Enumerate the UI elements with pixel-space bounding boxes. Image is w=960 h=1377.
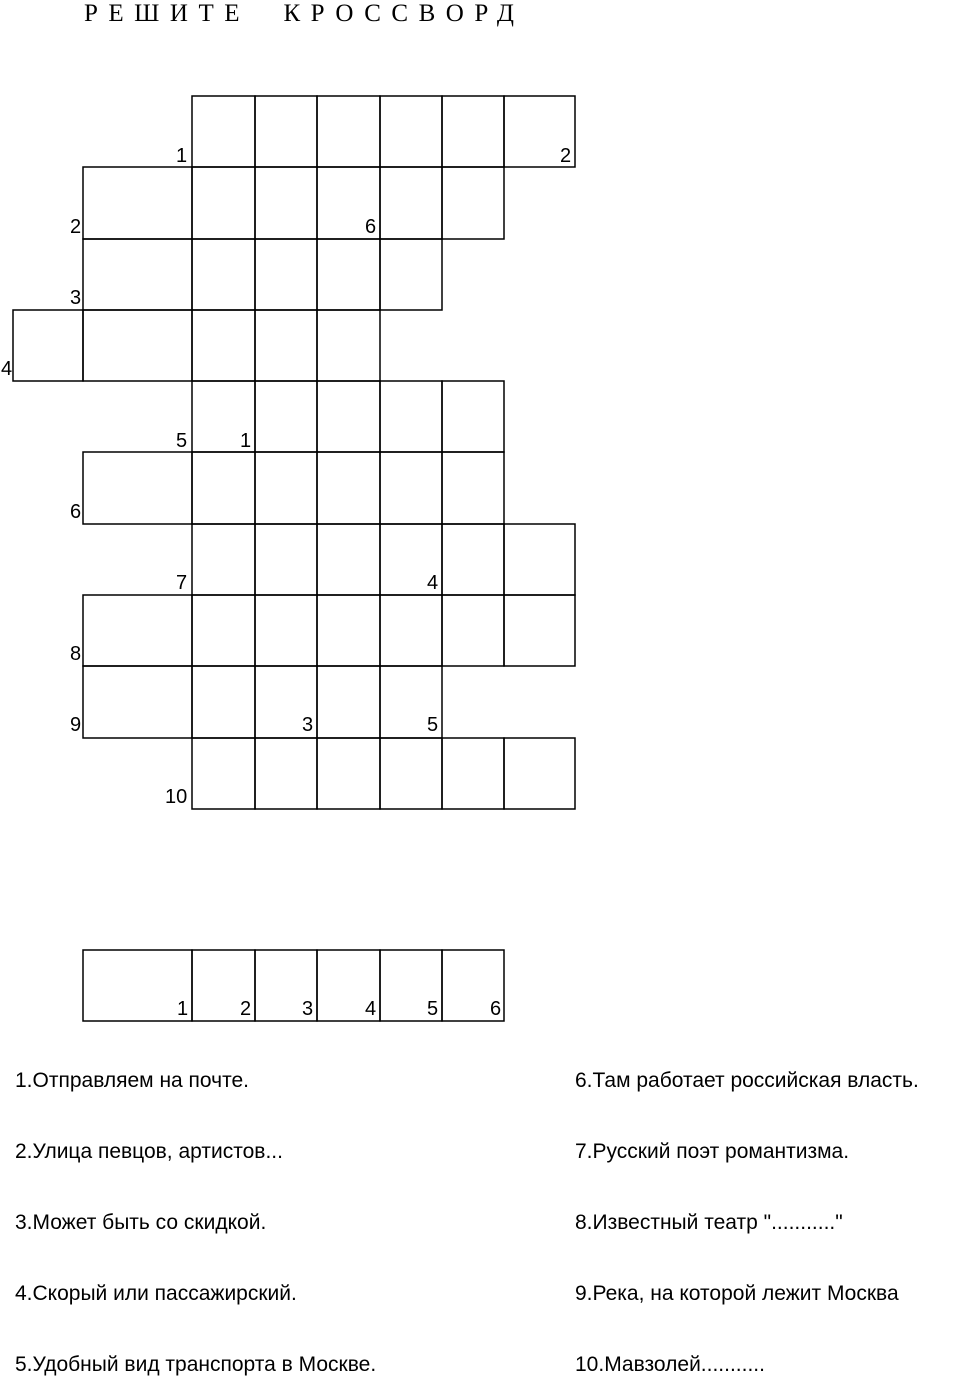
crossword-cell — [192, 738, 255, 809]
column-number-6: 6 — [365, 216, 377, 238]
crossword-cell — [442, 595, 504, 666]
keyword-number-5: 5 — [427, 998, 439, 1020]
crossword-cell — [192, 310, 255, 381]
row-number-2: 2 — [70, 216, 82, 238]
crossword-cell — [255, 452, 317, 524]
keyword-cell — [83, 950, 192, 1021]
crossword-cell — [255, 239, 317, 310]
crossword-cell — [192, 524, 255, 595]
keyword-number-2: 2 — [240, 998, 252, 1020]
clue-9: 9.Река, на которой лежит Москва — [575, 1282, 899, 1305]
crossword-cell — [317, 738, 380, 809]
column-number-1: 1 — [240, 430, 252, 452]
crossword-cell — [442, 381, 504, 452]
crossword-cell — [442, 452, 504, 524]
crossword-cell — [192, 666, 255, 738]
crossword-cell — [255, 381, 317, 452]
crossword-cell — [255, 738, 317, 809]
row-number-6: 6 — [70, 501, 82, 523]
clue-6: 6.Там работает российская власть. — [575, 1069, 919, 1092]
crossword-cell — [255, 96, 317, 167]
clue-3: 3.Может быть со скидкой. — [15, 1211, 267, 1234]
clue-10: 10.Мавзолей........... — [575, 1353, 765, 1376]
column-number-3: 3 — [302, 714, 314, 736]
crossword-cell — [380, 239, 442, 310]
row-number-7: 7 — [176, 572, 188, 594]
row-number-9: 9 — [70, 714, 82, 736]
crossword-cell — [317, 524, 380, 595]
crossword-cell — [317, 381, 380, 452]
crossword-cell — [255, 310, 317, 381]
crossword-cell — [255, 524, 317, 595]
crossword-cell — [504, 524, 575, 595]
crossword-cell — [380, 738, 442, 809]
crossword-cell — [380, 595, 442, 666]
keyword-number-6: 6 — [490, 998, 502, 1020]
clue-7: 7.Русский поэт романтизма. — [575, 1140, 850, 1163]
keyword-number-4: 4 — [365, 998, 377, 1020]
crossword-cell — [255, 595, 317, 666]
crossword-cell — [442, 96, 504, 167]
crossword-cell — [317, 239, 380, 310]
row-number-8: 8 — [70, 643, 82, 665]
crossword-cell — [442, 167, 504, 239]
crossword-cell — [442, 524, 504, 595]
crossword-cell — [317, 96, 380, 167]
crossword-cell — [192, 595, 255, 666]
clue-5: 5.Удобный вид транспорта в Москве. — [15, 1353, 377, 1376]
column-number-5: 5 — [427, 714, 439, 736]
crossword-cell — [83, 452, 192, 524]
row-number-3: 3 — [70, 287, 82, 309]
crossword-cell — [83, 167, 192, 239]
column-number-4: 4 — [427, 572, 439, 594]
keyword-number-3: 3 — [302, 998, 314, 1020]
crossword-cell — [504, 738, 575, 809]
page-title: РЕШИТЕ КРОССВОРД — [84, 0, 525, 27]
row-number-1: 1 — [176, 145, 188, 167]
crossword-cell — [317, 666, 380, 738]
crossword-cell — [380, 381, 442, 452]
crossword-cell — [442, 738, 504, 809]
row-number-5: 5 — [176, 430, 188, 452]
crossword-cell — [380, 167, 442, 239]
crossword-cell — [504, 595, 575, 666]
crossword-cell — [83, 239, 192, 310]
crossword-cell — [317, 452, 380, 524]
crossword-cell — [13, 310, 83, 381]
clue-4: 4.Скорый или пассажирский. — [15, 1282, 297, 1305]
crossword-cell — [192, 96, 255, 167]
row-number-10: 10 — [165, 786, 188, 808]
crossword-cell — [255, 167, 317, 239]
keyword-number-1: 1 — [177, 998, 189, 1020]
crossword-cell — [380, 452, 442, 524]
column-number-2: 2 — [560, 145, 572, 167]
clue-8: 8.Известный театр "..........." — [575, 1211, 843, 1234]
crossword-cell — [192, 452, 255, 524]
crossword-cell — [192, 239, 255, 310]
crossword-cell — [380, 96, 442, 167]
crossword-cell — [83, 666, 192, 738]
row-number-4: 4 — [1, 358, 13, 380]
crossword-cell — [83, 310, 192, 381]
crossword-cell — [192, 167, 255, 239]
clue-2: 2.Улица певцов, артистов... — [15, 1140, 283, 1163]
crossword-cell — [83, 595, 192, 666]
crossword-cell — [317, 595, 380, 666]
clue-1: 1.Отправляем на почте. — [15, 1069, 249, 1092]
crossword-cell — [317, 310, 380, 381]
